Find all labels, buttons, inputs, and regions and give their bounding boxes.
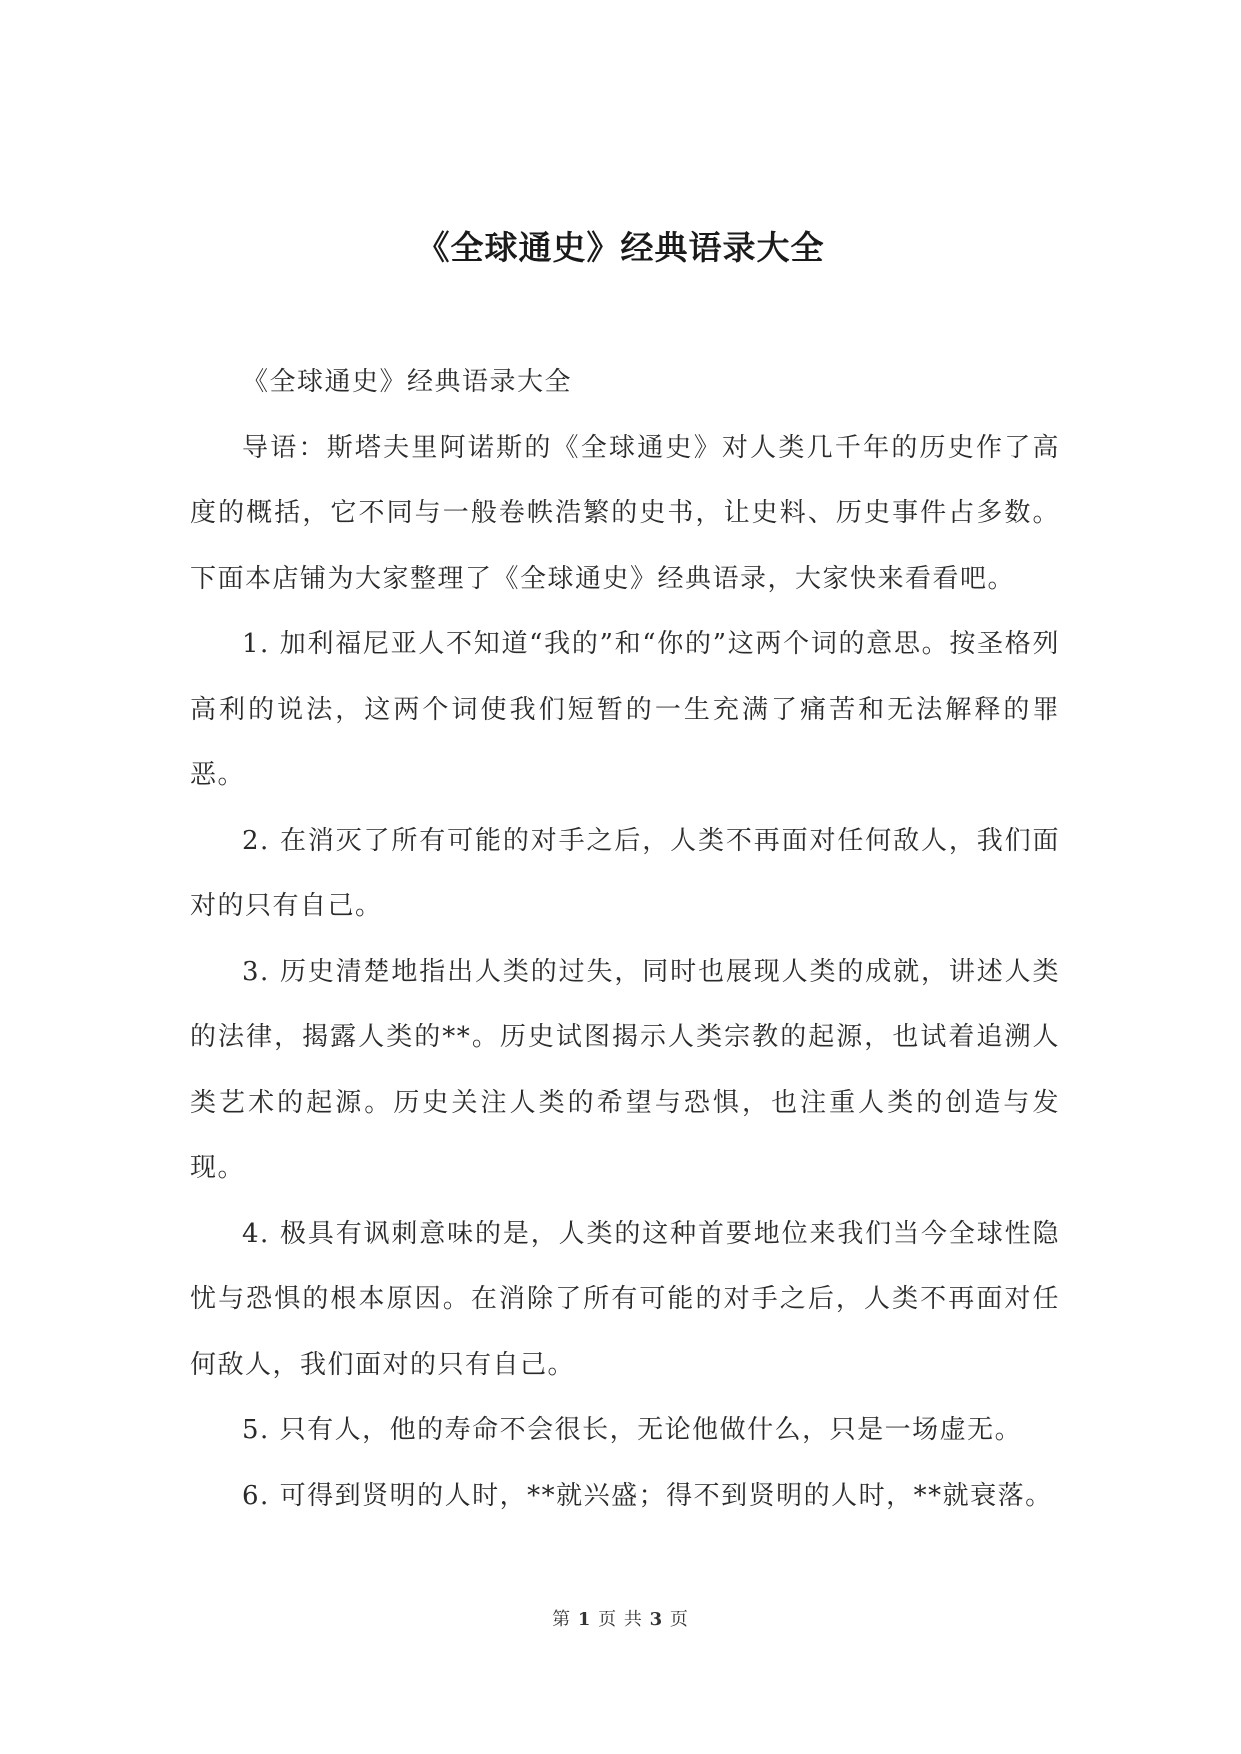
page-footer bbox=[0, 1608, 1241, 1632]
paragraph-subtitle: 《全球通史》经典语录大全 bbox=[242, 367, 573, 397]
paragraph-quote-5: 5. 只有人，他的寿命不会很长，无论他做什么，只是一场虚无。 bbox=[242, 1415, 1023, 1445]
footer-middle: 页 共 bbox=[598, 1609, 643, 1630]
footer-total-pages: 3 bbox=[649, 1609, 664, 1630]
footer-prefix: 第 bbox=[552, 1609, 572, 1630]
paragraph-quote-1: 1. 加利福尼亚人不知道“我的”和“你的”这两个词的意思。按圣格列高利的说法，这两个词使我们短暂的一生充满了痛苦和无法解释的罪恶。 bbox=[190, 629, 1060, 790]
footer-current-page: 1 bbox=[577, 1609, 592, 1630]
paragraph-quote-4: 4. 极具有讽刺意味的是，人类的这种首要地位来我们当今全球性隐忧与恐惧的根本原因。在消除了所有可能的对手之后，人类不再面对任何敌人，我们面对的只有自己。 bbox=[190, 1218, 1060, 1380]
paragraph-quote-2: 2. 在消灭了所有可能的对手之后，人类不再面对任何敌人，我们面对的只有自己。 bbox=[190, 825, 1060, 921]
paragraph-quote-3: 3. 历史清楚地指出人类的过失，同时也展现人类的成就，讲述人类的法律，揭露人类的**。历史试图揭示人类宗教的起源，也试着追溯人类艺术的起源。历史关注人类的希望与恐惧，也注重人类的创造与发现。 bbox=[190, 956, 1060, 1183]
paragraph-quote-6: 6. 可得到贤明的人时，**就兴盛；得不到贤明的人时，**就衰落。 bbox=[242, 1480, 1053, 1511]
document-title: 《全球通史》经典语录大全 bbox=[416, 228, 825, 267]
footer-suffix: 页 bbox=[669, 1609, 689, 1630]
paragraph-intro: 导语：斯塔夫里阿诺斯的《全球通史》对人类几千年的历史作了高度的概括，它不同与一般卷帙浩繁的史书，让史料、历史事件占多数。下面本店铺为大家整理了《全球通史》经典语录，大家快来看看吧。 bbox=[190, 432, 1060, 594]
document-body bbox=[190, 350, 1060, 1529]
